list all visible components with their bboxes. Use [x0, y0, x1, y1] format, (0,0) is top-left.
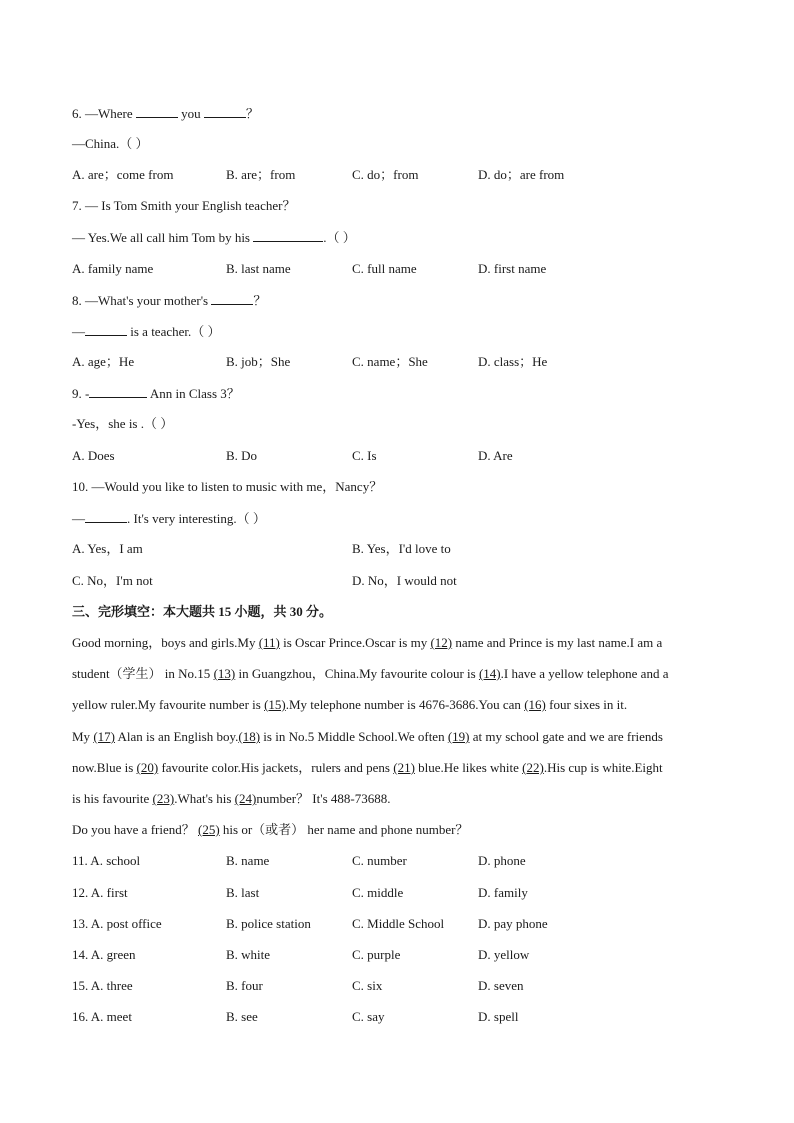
question-6-answer: —China.（ ） [72, 136, 149, 151]
cloze-14-option-a: 14. A. green [72, 947, 136, 962]
option-c: C. name；She [352, 354, 428, 369]
cloze-15-option-b: B. four [226, 978, 263, 993]
answer-blank [136, 105, 178, 118]
passage-line [72, 666, 668, 682]
question-8-answer [72, 323, 221, 340]
answer-blank [85, 323, 127, 336]
question-10-stem: 10. —Would you like to listen to music with me，Nancy？ [72, 479, 383, 494]
cloze-11-option-d: D. phone [478, 853, 526, 868]
passage-text: .His cup is white.Eight [543, 760, 663, 775]
cloze-14-option-b: B. white [226, 947, 271, 962]
option-b: B. Do [226, 448, 258, 463]
option-c: C. do；from [352, 167, 419, 182]
option-a: A. are；come from [72, 167, 174, 182]
passage-line [72, 729, 663, 745]
passage-text: four sixes in it. [545, 697, 628, 712]
cloze-11-option-a: 11. A. school [72, 853, 141, 868]
option-a: A. family name [72, 261, 154, 276]
passage-text: in Guangzhou，China.My favourite colour is [235, 666, 479, 681]
cloze-16-option-c: C. say [352, 1009, 385, 1024]
option-b: B. are；from [226, 167, 296, 182]
passage-text: is Oscar Prince.Oscar is my [279, 635, 431, 650]
cloze-14-option-c: C. purple [352, 947, 401, 962]
question-6-stem [72, 105, 259, 122]
passage-text: student（学生） in No.15 [72, 666, 214, 681]
option-b: B. job；She [226, 354, 291, 369]
cloze-12-option-d: D. family [478, 885, 528, 900]
cloze-16-option-d: D. spell [478, 1009, 519, 1024]
blank-number: (20) [136, 760, 159, 775]
passage-line [72, 822, 468, 838]
option-b: B. Yes，I'd love to [352, 541, 451, 556]
cloze-13-option-a: 13. A. post office [72, 916, 162, 931]
option-a: A. Yes，I am [72, 541, 143, 556]
answer-blank [89, 385, 147, 398]
cloze-13-option-c: C. Middle School [352, 916, 445, 931]
passage-text: .I have a yellow telephone and a [500, 666, 669, 681]
question-text: ？ [253, 293, 267, 308]
question-text: — Yes.We all call him Tom by his [72, 230, 254, 245]
cloze-11-option-c: C. number [352, 853, 407, 868]
blank-number: (11) [258, 635, 280, 650]
passage-text: his or（或者） her name and phone number？ [219, 822, 469, 837]
answer-blank [204, 105, 246, 118]
passage-text: at my school gate and we are friends [469, 729, 663, 744]
passage-text: Do you have a friend？ [72, 822, 198, 837]
passage-text: .What's his [174, 791, 235, 806]
passage-text: blue.He likes white [414, 760, 523, 775]
passage-text: Alan is an English boy. [114, 729, 239, 744]
blank-number: (17) [93, 729, 115, 744]
question-text: 9. - [72, 386, 90, 401]
passage-text: name and Prince is my last name.I am a [452, 635, 663, 650]
question-8-stem [72, 292, 266, 309]
option-b: B. last name [226, 261, 291, 276]
passage-text: .My telephone number is 4676-3686.You can [285, 697, 525, 712]
cloze-15-option-d: D. seven [478, 978, 524, 993]
passage-text: Good morning，boys and girls.My [72, 635, 259, 650]
blank-number: (12) [430, 635, 453, 650]
answer-blank [211, 292, 253, 305]
cloze-12-option-c: C. middle [352, 885, 404, 900]
passage-text: now.Blue is [72, 760, 137, 775]
question-text: 8. —What's your mother's [72, 293, 212, 308]
question-text: Ann in Class 3？ [147, 386, 240, 401]
cloze-16-option-b: B. see [226, 1009, 258, 1024]
passage-text: is his favourite [72, 791, 153, 806]
cloze-11-option-b: B. name [226, 853, 270, 868]
blank-number: (23) [152, 791, 175, 806]
passage-text: number？ It's 488-73688. [256, 791, 391, 806]
cloze-15-option-c: C. six [352, 978, 383, 993]
question-7-stem: 7. — Is Tom Smith your English teacher？ [72, 198, 296, 213]
cloze-13-option-b: B. police station [226, 916, 311, 931]
cloze-12-option-b: B. last [226, 885, 260, 900]
blank-number: (24) [234, 791, 257, 806]
answer-blank [85, 510, 127, 523]
question-9-answer: -Yes，she is .（ ） [72, 416, 174, 431]
cloze-13-option-d: D. pay phone [478, 916, 548, 931]
blank-number: (13) [213, 666, 236, 681]
option-d: D. do；are from [478, 167, 565, 182]
passage-line [72, 635, 662, 651]
question-9-stem [72, 385, 240, 402]
passage-line [72, 697, 627, 713]
blank-number: (25) [198, 822, 220, 837]
question-text: ？ [245, 106, 259, 121]
question-text: .（ ） [323, 230, 356, 245]
option-a: A. Does [72, 448, 115, 463]
blank-number: (16) [524, 697, 546, 712]
passage-text: My [72, 729, 94, 744]
blank-number: (15) [264, 697, 286, 712]
passage-line [72, 791, 390, 807]
blank-number: (22) [522, 760, 544, 775]
question-text: — [72, 511, 85, 526]
blank-number: (19) [447, 729, 470, 744]
passage-text: favourite color.His jackets，rulers and pens [158, 760, 394, 775]
passage-line [72, 760, 663, 776]
passage-text: is in No.5 Middle School.We often [260, 729, 448, 744]
question-7-answer [72, 229, 356, 246]
cloze-15-option-a: 15. A. three [72, 978, 133, 993]
option-d: D. class；He [478, 354, 548, 369]
cloze-12-option-a: 12. A. first [72, 885, 128, 900]
option-c: C. Is [352, 448, 377, 463]
cloze-14-option-d: D. yellow [478, 947, 530, 962]
question-text: — [72, 324, 85, 339]
question-text: you [177, 106, 204, 121]
option-a: A. age；He [72, 354, 135, 369]
section-heading: 三、完形填空：本大题共 15 小题，共 30 分。 [72, 604, 333, 619]
answer-blank [253, 229, 323, 242]
question-text: 6. —Where [72, 106, 136, 121]
option-d: D. Are [478, 448, 513, 463]
question-10-answer [72, 510, 266, 527]
cloze-16-option-a: 16. A. meet [72, 1009, 132, 1024]
question-text: . It's very interesting.（ ） [127, 511, 266, 526]
blank-number: (21) [393, 760, 415, 775]
option-d: D. first name [478, 261, 547, 276]
blank-number: (14) [478, 666, 501, 681]
question-text: is a teacher.（ ） [127, 324, 221, 339]
option-d: D. No，I would not [352, 573, 457, 588]
option-c: C. No，I'm not [72, 573, 153, 588]
blank-number: (18) [238, 729, 261, 744]
option-c: C. full name [352, 261, 417, 276]
passage-text: yellow ruler.My favourite number is [72, 697, 265, 712]
